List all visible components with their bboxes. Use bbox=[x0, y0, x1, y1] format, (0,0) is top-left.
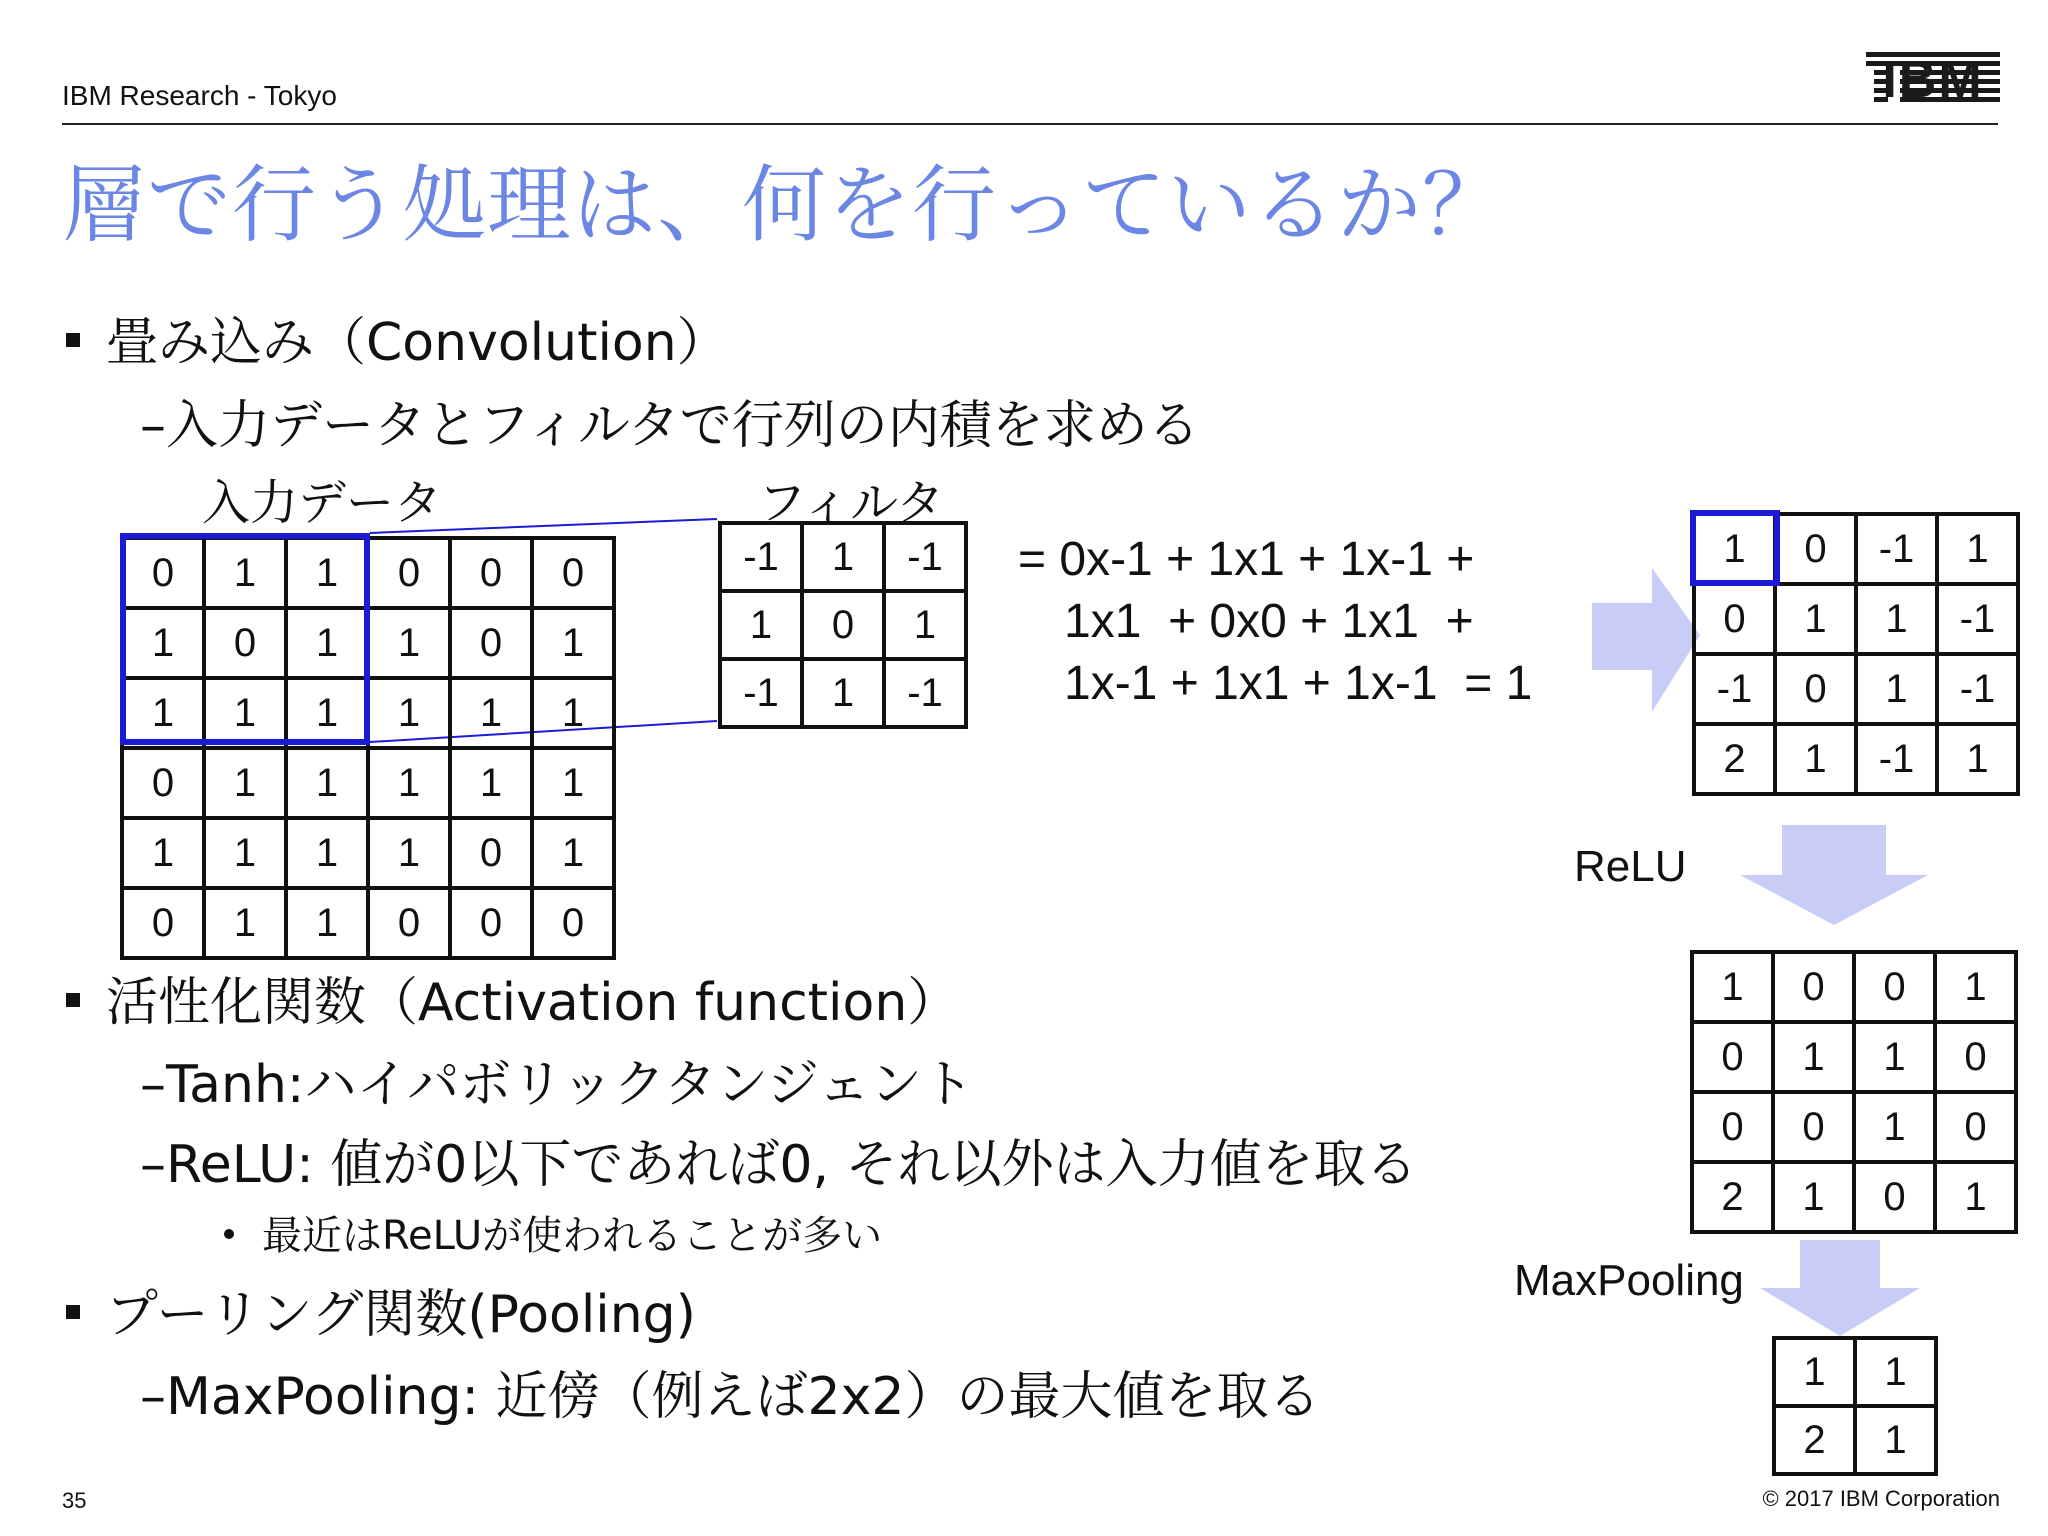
matrix-cell: 1 bbox=[802, 659, 884, 727]
matrix-cell: -1 bbox=[884, 523, 966, 591]
matrix-cell: 1 bbox=[1775, 724, 1856, 794]
matrix-row bbox=[1692, 1092, 2016, 1162]
matrix-row bbox=[122, 748, 614, 818]
filter-matrix bbox=[718, 521, 968, 729]
matrix-cell: 0 bbox=[1935, 1022, 2016, 1092]
matrix-cell: 1 bbox=[122, 678, 204, 748]
relu-output-matrix bbox=[1690, 950, 2018, 1234]
page-title: 層で行う処理は、何を行っているか？ bbox=[62, 156, 1508, 254]
activation-note bbox=[224, 1204, 882, 1261]
matrix-cell: 1 bbox=[1937, 724, 2018, 794]
matrix-cell: 1 bbox=[368, 608, 450, 678]
matrix-row bbox=[1774, 1338, 1936, 1406]
matrix-cell: 0 bbox=[532, 538, 614, 608]
filter-label: フィルタ bbox=[758, 475, 945, 531]
matrix-cell: 2 bbox=[1692, 1162, 1773, 1232]
matrix-cell: 0 bbox=[1775, 654, 1856, 724]
matrix-cell: 1 bbox=[122, 608, 204, 678]
matrix-cell: 1 bbox=[1855, 1338, 1936, 1406]
matrix-cell: 1 bbox=[532, 608, 614, 678]
matrix-cell: 1 bbox=[450, 678, 532, 748]
matrix-row bbox=[122, 888, 614, 958]
matrix-cell: 0 bbox=[204, 608, 286, 678]
matrix-cell: 1 bbox=[1937, 514, 2018, 584]
matrix-cell: 0 bbox=[1935, 1092, 2016, 1162]
matrix-cell: 1 bbox=[204, 538, 286, 608]
matrix-cell: 0 bbox=[1692, 1022, 1773, 1092]
matrix-cell: 0 bbox=[1694, 584, 1775, 654]
matrix-cell: 1 bbox=[1773, 1162, 1854, 1232]
matrix-cell: 0 bbox=[450, 608, 532, 678]
bullet-pooling bbox=[66, 1272, 696, 1347]
matrix-cell: -1 bbox=[720, 659, 802, 727]
pooling-output-matrix bbox=[1772, 1336, 1938, 1476]
matrix-row bbox=[720, 659, 966, 727]
matrix-cell: 1 bbox=[368, 678, 450, 748]
matrix-cell: -1 bbox=[884, 659, 966, 727]
matrix-cell: 1 bbox=[720, 591, 802, 659]
matrix-cell: 0 bbox=[122, 888, 204, 958]
matrix-cell: 1 bbox=[1774, 1338, 1855, 1406]
matrix-cell: 0 bbox=[368, 888, 450, 958]
matrix-row bbox=[1694, 584, 2018, 654]
matrix-cell: 1 bbox=[532, 678, 614, 748]
bullet-activation bbox=[66, 960, 959, 1035]
matrix-row bbox=[720, 523, 966, 591]
matrix-cell: 0 bbox=[1692, 1092, 1773, 1162]
matrix-cell: -1 bbox=[1937, 584, 2018, 654]
page-number: 35 bbox=[62, 1488, 87, 1513]
matrix-row bbox=[1774, 1406, 1936, 1474]
svg-text:IBM: IBM bbox=[1882, 52, 1984, 104]
matrix-row bbox=[122, 818, 614, 888]
receptive-field-highlight bbox=[120, 533, 370, 745]
down-arrow-icon bbox=[1740, 825, 1928, 925]
matrix-cell: 1 bbox=[1935, 952, 2016, 1022]
matrix-cell: 0 bbox=[1775, 514, 1856, 584]
right-arrow-icon bbox=[1592, 568, 1700, 712]
matrix-cell: 1 bbox=[1856, 584, 1937, 654]
matrix-cell: 1 bbox=[884, 591, 966, 659]
matrix-cell: 1 bbox=[204, 748, 286, 818]
matrix-cell: 1 bbox=[1692, 952, 1773, 1022]
output-cell-highlight bbox=[1690, 510, 1780, 586]
activation-relu: –ReLU: 値が0以下であれば0, それ以外は入力値を取る bbox=[140, 1135, 1418, 1195]
matrix-cell: 0 bbox=[1773, 1092, 1854, 1162]
matrix-cell: 1 bbox=[1855, 1406, 1936, 1474]
bullet-convolution-text: 畳み込み（Convolution） bbox=[106, 313, 729, 373]
matrix-cell: 1 bbox=[1694, 514, 1775, 584]
maxpooling-label: MaxPooling bbox=[1514, 1256, 1744, 1305]
matrix-row bbox=[720, 591, 966, 659]
matrix-cell: 0 bbox=[368, 538, 450, 608]
matrix-cell: 0 bbox=[450, 818, 532, 888]
matrix-cell: 1 bbox=[204, 888, 286, 958]
matrix-cell: -1 bbox=[1937, 654, 2018, 724]
matrix-cell: 1 bbox=[368, 748, 450, 818]
matrix-cell: 0 bbox=[532, 888, 614, 958]
matrix-cell: 1 bbox=[204, 818, 286, 888]
matrix-cell: 0 bbox=[1854, 952, 1935, 1022]
matrix-cell: 0 bbox=[1773, 952, 1854, 1022]
matrix-cell: 2 bbox=[1694, 724, 1775, 794]
matrix-cell: 0 bbox=[122, 748, 204, 818]
matrix-row bbox=[1694, 654, 2018, 724]
bullet-square-icon bbox=[66, 1305, 80, 1319]
bullet-dot-icon bbox=[224, 1229, 234, 1239]
matrix-row bbox=[1692, 1022, 2016, 1092]
matrix-cell: 0 bbox=[1854, 1162, 1935, 1232]
matrix-cell: 1 bbox=[286, 818, 368, 888]
matrix-cell: 1 bbox=[286, 748, 368, 818]
matrix-row bbox=[1692, 1162, 2016, 1232]
matrix-cell: 1 bbox=[286, 538, 368, 608]
matrix-cell: 2 bbox=[1774, 1406, 1855, 1474]
matrix-cell: 1 bbox=[1854, 1092, 1935, 1162]
matrix-cell: 0 bbox=[450, 888, 532, 958]
header-org: IBM Research - Tokyo bbox=[62, 80, 337, 111]
matrix-cell: 1 bbox=[802, 523, 884, 591]
matrix-cell: 1 bbox=[368, 818, 450, 888]
matrix-cell: 1 bbox=[286, 608, 368, 678]
equation-line-2: 1x1 + 0x0 + 1x1 + bbox=[1064, 595, 1474, 648]
matrix-cell: 1 bbox=[286, 888, 368, 958]
matrix-cell: 1 bbox=[532, 748, 614, 818]
activation-tanh: –Tanh:ハイパボリックタンジェント bbox=[140, 1055, 974, 1115]
matrix-cell: 1 bbox=[532, 818, 614, 888]
matrix-cell: 1 bbox=[286, 678, 368, 748]
matrix-cell: 1 bbox=[1773, 1022, 1854, 1092]
activation-note-text: 最近はReLUが使われることが多い bbox=[262, 1213, 883, 1259]
matrix-row bbox=[1692, 952, 2016, 1022]
matrix-cell: 1 bbox=[204, 678, 286, 748]
matrix-cell: 1 bbox=[122, 818, 204, 888]
matrix-cell: 1 bbox=[450, 748, 532, 818]
matrix-cell: 1 bbox=[1935, 1162, 2016, 1232]
matrix-row bbox=[1694, 724, 2018, 794]
relu-label: ReLU bbox=[1574, 842, 1687, 891]
matrix-cell: 0 bbox=[802, 591, 884, 659]
equation-line-3: 1x-1 + 1x1 + 1x-1 = 1 bbox=[1064, 657, 1533, 710]
bullet-activation-text: 活性化関数（Activation function） bbox=[106, 973, 960, 1033]
matrix-cell: 1 bbox=[1775, 584, 1856, 654]
pooling-description: –MaxPooling: 近傍（例えば2x2）の最大値を取る bbox=[140, 1367, 1321, 1427]
matrix-cell: -1 bbox=[1694, 654, 1775, 724]
equation-line-1: = 0x-1 + 1x1 + 1x-1 + bbox=[1018, 533, 1475, 586]
bullet-pooling-text: プーリング関数(Pooling) bbox=[106, 1285, 696, 1345]
matrix-cell: 0 bbox=[450, 538, 532, 608]
matrix-cell: -1 bbox=[720, 523, 802, 591]
matrix-cell: -1 bbox=[1856, 514, 1937, 584]
matrix-cell: 1 bbox=[1854, 1022, 1935, 1092]
input-data-label: 入力データ bbox=[202, 475, 443, 531]
matrix-cell: 1 bbox=[1856, 654, 1937, 724]
bullet-square-icon bbox=[66, 993, 80, 1007]
convolution-description: –入力データとフィルタで行列の内積を求める bbox=[140, 396, 1200, 456]
matrix-cell: -1 bbox=[1856, 724, 1937, 794]
down-arrow-icon bbox=[1760, 1240, 1920, 1336]
copyright: © 2017 IBM Corporation bbox=[1762, 1486, 2000, 1511]
matrix-cell: 0 bbox=[122, 538, 204, 608]
